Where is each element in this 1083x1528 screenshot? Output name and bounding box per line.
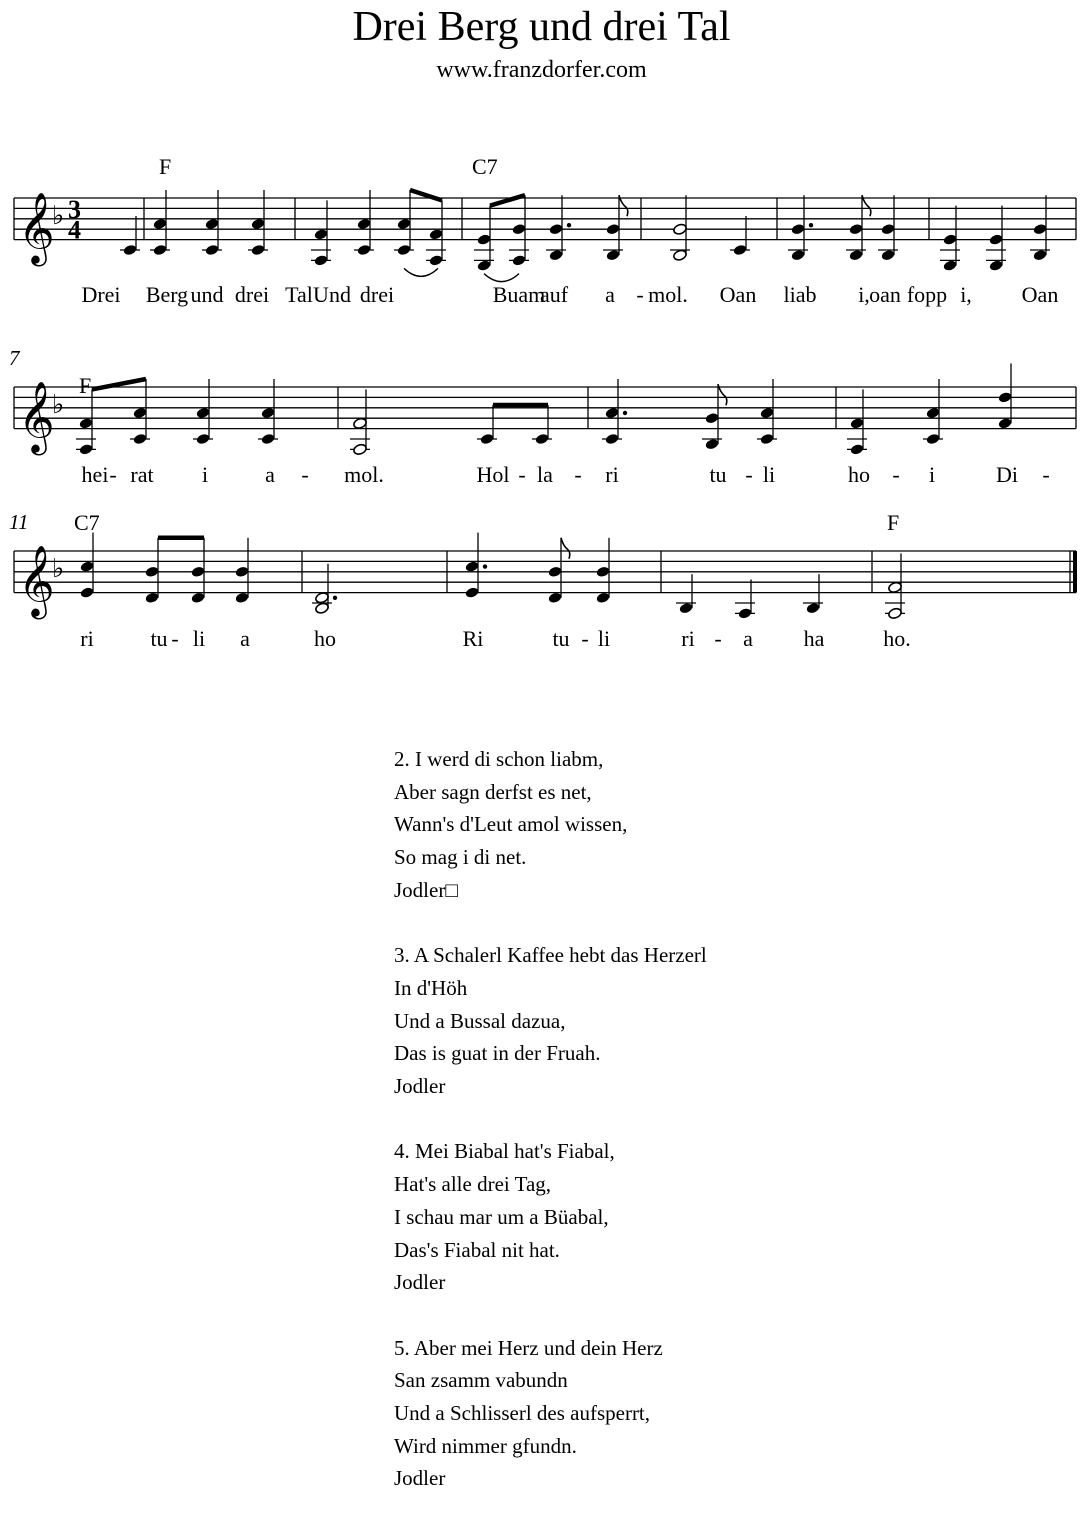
- lyric-syllable: Hol: [476, 462, 510, 487]
- lyric-syllable: i,: [858, 282, 870, 307]
- notehead: [191, 592, 206, 605]
- measure-number: 7: [9, 346, 20, 370]
- verse-line: Wann's d'Leut amol wissen,: [394, 812, 628, 837]
- verse-line: I schau mar um a Büabal,: [394, 1204, 609, 1229]
- lyric-syllable: Und: [313, 282, 351, 307]
- lyric-syllable: i: [201, 462, 209, 487]
- lyric-syllable: ho.: [883, 626, 911, 651]
- lyric-syllable: tu: [709, 462, 727, 487]
- lyric-syllable: ri: [605, 462, 619, 487]
- lyric-syllable: hei: [81, 462, 109, 487]
- notehead: [235, 592, 250, 605]
- verse-line: San zsamm vabundn: [394, 1368, 568, 1393]
- augmentation-dot: [483, 564, 487, 568]
- lyric-syllable: mol.: [344, 462, 384, 487]
- verse-line: Aber sagn derfst es net,: [394, 779, 592, 804]
- verse-5: [394, 1332, 954, 1496]
- lyric-syllable: fopp: [906, 282, 948, 307]
- lyric-syllable: -: [745, 462, 753, 487]
- lyric-syllable: ri: [681, 626, 695, 651]
- verse-line: Jodler: [394, 1270, 446, 1295]
- notehead: [145, 566, 160, 579]
- song-website: www.franzdorfer.com: [436, 57, 647, 83]
- lyric-syllable: -: [892, 462, 900, 487]
- lyric-syllable: li: [192, 626, 206, 651]
- lyric-syllable: -: [1042, 462, 1050, 487]
- verses-block: [394, 743, 954, 1528]
- notehead: [80, 586, 95, 599]
- lyric-syllable: ho: [848, 462, 870, 487]
- lyric-syllable: auf: [539, 282, 569, 307]
- verse-4: [394, 1135, 954, 1299]
- flat-icon: ♭: [52, 389, 65, 420]
- lyric-syllable: ho: [314, 626, 336, 651]
- verse-line: Jodler: [394, 1074, 446, 1099]
- lyric-syllable: Oan: [1021, 282, 1059, 307]
- notehead: [145, 592, 160, 605]
- notehead: [806, 602, 821, 615]
- verse-line: Das's Fiabal nit hat.: [394, 1237, 560, 1262]
- lyric-syllable: ha: [803, 626, 825, 651]
- notehead: [315, 602, 330, 615]
- notehead: [235, 566, 250, 579]
- lyric-syllable: Buam: [492, 282, 546, 307]
- lyric-syllable: -: [574, 462, 582, 487]
- verse-line: Und a Bussal dazua,: [394, 1008, 566, 1033]
- notehead: [596, 566, 611, 579]
- time-signature-bottom: 4: [68, 215, 81, 245]
- verse-line: Wird nimmer gfundn.: [394, 1433, 577, 1458]
- song-title: Drei Berg und drei Tal: [352, 4, 731, 50]
- notehead: [738, 607, 753, 620]
- lyric-syllable: oan: [869, 282, 901, 307]
- lyric-syllable: -: [301, 462, 309, 487]
- lyric-syllable: Oan: [719, 282, 757, 307]
- lyric-syllable: Ri: [462, 626, 484, 651]
- lyric-syllable: Di: [996, 462, 1018, 487]
- notehead: [315, 592, 330, 605]
- treble-clef-icon: 𝄞: [18, 543, 55, 617]
- lyric-syllable: -: [636, 282, 644, 307]
- lyric-syllable: -: [714, 626, 722, 651]
- treble-clef-icon: 𝄞: [18, 190, 55, 264]
- lyric-syllable: drei: [359, 282, 395, 307]
- chord-symbol: F: [79, 373, 92, 398]
- treble-clef-icon: 𝄞: [18, 379, 55, 453]
- measure-number: 11: [9, 510, 29, 534]
- verse-line: 5. Aber mei Herz und dein Herz: [394, 1335, 663, 1360]
- chord-symbol: F: [887, 510, 900, 535]
- chord-symbol: F: [159, 154, 172, 179]
- flat-icon: ♭: [52, 553, 65, 584]
- lyric-syllable: i: [928, 462, 936, 487]
- lyric-syllable: Berg: [145, 282, 189, 307]
- lyric-syllable: a: [605, 282, 615, 307]
- lyric-syllable: drei: [234, 282, 270, 307]
- time-signature-top: 3: [68, 194, 81, 224]
- verse-2: [394, 743, 954, 907]
- lyric-syllable: a: [743, 626, 753, 651]
- lyric-syllable: rat: [130, 462, 154, 487]
- verse-line: So mag i di net.: [394, 845, 527, 870]
- lyric-syllable: -: [109, 462, 117, 487]
- verse-line: 4. Mei Biabal hat's Fiabal,: [394, 1139, 615, 1164]
- lyric-syllable: la: [537, 462, 553, 487]
- lyric-syllable: Tal: [285, 282, 313, 307]
- notehead: [191, 566, 206, 579]
- notehead: [465, 586, 480, 599]
- verse-line: 2. I werd di schon liabm,: [394, 747, 604, 771]
- lyric-syllable: und: [190, 282, 224, 307]
- verse-line: Hat's alle drei Tag,: [394, 1172, 552, 1197]
- lyric-syllable: Drei: [81, 282, 121, 307]
- lyric-syllable: tu: [552, 626, 570, 651]
- lyric-syllable: tu: [150, 626, 168, 651]
- notehead: [888, 581, 903, 594]
- verse-3: [394, 939, 954, 1103]
- eighth-flag: [561, 538, 570, 559]
- chord-symbol: C7: [472, 154, 498, 179]
- verse-line: 3. A Schalerl Kaffee hebt das Herzerl: [394, 943, 707, 968]
- staff-system-3: [0, 0, 1083, 660]
- lyric-syllable: li: [597, 626, 611, 651]
- notehead: [596, 592, 611, 605]
- notehead: [888, 607, 903, 620]
- chord-symbol: C7: [74, 510, 100, 535]
- augmentation-dot: [333, 596, 337, 600]
- verse-line: Jodler: [394, 1466, 446, 1491]
- lyric-syllable: ri: [80, 626, 94, 651]
- lyric-syllable: a: [265, 462, 275, 487]
- verse-line: In d'Höh: [394, 975, 468, 1000]
- flat-icon: ♭: [52, 200, 65, 231]
- lyric-syllable: -: [171, 626, 179, 651]
- notehead: [80, 560, 95, 573]
- lyric-syllable: a: [240, 626, 250, 651]
- lyric-syllable: liab: [783, 282, 817, 307]
- notehead: [548, 592, 563, 605]
- lyric-syllable: i,: [960, 282, 972, 307]
- notehead: [548, 566, 563, 579]
- lyric-syllable: -: [518, 462, 526, 487]
- lyric-syllable: li: [762, 462, 776, 487]
- staff-notation: [0, 0, 1083, 660]
- verse-line: Und a Schlisserl des aufsperrt,: [394, 1401, 651, 1426]
- verse-line: Jodler□: [394, 877, 459, 902]
- notehead: [679, 602, 694, 615]
- lyric-syllable: mol.: [648, 282, 688, 307]
- verse-line: Das is guat in der Fruah.: [394, 1041, 601, 1066]
- notehead: [465, 560, 480, 573]
- final-barline: [1073, 551, 1077, 593]
- lyric-syllable: -: [581, 626, 589, 651]
